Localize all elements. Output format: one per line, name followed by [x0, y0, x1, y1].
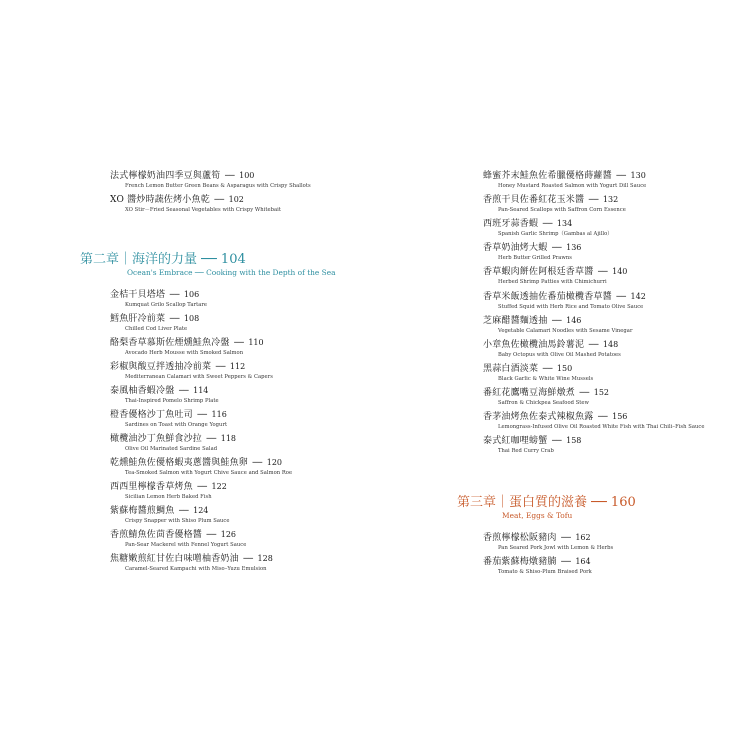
entry-page: 128 — [257, 554, 273, 563]
toc-entry[interactable] — [110, 474, 227, 501]
toc-entry[interactable] — [110, 306, 199, 333]
entry-english: Chilled Cod Liver Plate — [125, 326, 188, 332]
entry-title: 泰式紅咖哩螃蟹 — [483, 436, 548, 447]
entry-title: 香煎干貝佐番紅花玉米醬 — [483, 195, 585, 206]
toc-entry[interactable] — [483, 380, 609, 407]
entry-title: 香煎鯖魚佐茴香優格醬 — [110, 530, 203, 540]
entry-english: Thai-Inspired Pomelo Shrimp Plate — [125, 398, 219, 404]
leader-dash: ── — [240, 554, 256, 563]
entry-page: 134 — [556, 219, 573, 229]
entry-page: 122 — [211, 482, 227, 491]
leader-dash: ── — [204, 434, 219, 443]
toc-entry[interactable] — [110, 282, 207, 309]
entry-page: 136 — [566, 243, 582, 253]
leader-dash: ── — [540, 219, 555, 229]
entry-title: 番紅花鷹嘴豆海鮮燉煮 — [483, 387, 576, 398]
toc-entry[interactable] — [483, 235, 581, 262]
toc-entry[interactable] — [110, 330, 264, 357]
entry-page: 116 — [211, 410, 227, 419]
toc-entry[interactable]: 法式檸檬奶油四季豆與蘆筍 ── 100 French Lemon Butter Green Beans & Asparagus with Crispy Shallots — [110, 171, 311, 189]
leader-dash: ── — [586, 195, 601, 205]
leader-dash: ── — [613, 291, 629, 301]
entry-page: 164 — [575, 557, 591, 566]
toc-entry[interactable] — [483, 525, 613, 552]
leader-dash: ── — [167, 314, 182, 323]
entry-english: Kumquat Grilo Scallop Tartare — [125, 302, 207, 308]
leader-dash: ── — [549, 436, 565, 446]
entry-title: 香茅油烤魚佐泰式辣椒魚露 — [483, 412, 594, 422]
entry-english: French Lemon Butter Green Beans & Asparagus with Crispy Shallots — [125, 183, 311, 189]
leader-dash: ── — [213, 362, 228, 371]
toc-entry[interactable] — [483, 549, 592, 576]
toc-entry[interactable] — [110, 426, 236, 453]
entry-title: 鱈魚肝冷前菜 — [110, 314, 166, 324]
leader-dash: ── — [194, 482, 210, 491]
entry-page: 124 — [193, 506, 209, 515]
chapter-heading[interactable] — [457, 491, 636, 521]
entry-title: 紫蘇梅醬煎鯛魚 — [110, 506, 175, 516]
toc-entry[interactable] — [110, 498, 229, 525]
toc-entry[interactable] — [110, 402, 227, 429]
entry-english: Herb Butter Grilled Prawns — [498, 255, 573, 262]
entry-page: 156 — [612, 412, 628, 421]
entry-title: 黑蒜白酒淡菜 — [483, 363, 539, 374]
entry-english: Crispy Snapper with Shiso Plum Sauce — [125, 518, 230, 524]
toc-entry[interactable] — [483, 211, 613, 238]
entry-page: 132 — [602, 195, 619, 205]
entry-english: Baby Octopus with Olive Oil Mashed Potatoes — [498, 351, 621, 358]
entry-title: 焦糖嫩煎紅甘佐白味噌柚香奶油 — [110, 554, 239, 564]
entry-english: Saffron & Chickpea Seafood Stew — [498, 399, 590, 406]
entry-title: 酪梨香草慕斯佐煙燻鮭魚冷盤 — [110, 338, 230, 348]
entry-english: Tomato & Shiso-Plum Braised Pork — [498, 569, 592, 575]
entry-english: Stuffed Squid with Herb Rice and Tomato Olive Sauce — [498, 303, 644, 310]
leader-dash: ── — [540, 363, 555, 373]
entry-title: 乾燻鮭魚佐優格蝦夷蔥醬與鮭魚卵 — [110, 458, 249, 468]
toc-entry[interactable] — [483, 332, 621, 359]
toc-entry[interactable] — [483, 284, 646, 311]
entry-english: Sardines on Toast with Orange Yogurt — [125, 422, 228, 428]
toc-entry[interactable] — [110, 354, 273, 381]
toc-entry[interactable] — [483, 356, 593, 383]
leader-dash: ── — [167, 290, 182, 299]
entry-english: Pan-Sear Mackerel with Fennel Yogurt Sauce — [125, 542, 247, 548]
entry-title: 西班牙蒜香蝦 — [483, 219, 539, 230]
entry-title: 蜂蜜芥末鮭魚佐希臘優格蒔蘿醬 — [483, 171, 612, 181]
toc-entry[interactable]: XO 醬炒時蔬佐烤小魚乾 ── 102 XO Stir－Fried Seasonal Vegetables with Crispy Whitebait — [110, 195, 281, 213]
toc-entry[interactable] — [110, 450, 292, 477]
entry-english: XO Stir－Fried Seasonal Vegetables with Crispy Whitebait — [125, 207, 281, 213]
entry-english: Thai Red Curry Crab — [498, 448, 554, 455]
entry-title: XO 醬炒時蔬佐烤小魚乾 — [110, 195, 210, 205]
toc-entry[interactable] — [483, 259, 627, 286]
toc-entry[interactable] — [483, 428, 581, 455]
entry-english: Caramel-Seared Kampachi with Miso–Yuzu Emulsion — [125, 566, 267, 572]
entry-english: Mediterranean Calamari with Sweet Peppers & Capers — [125, 374, 273, 380]
entry-title: 香草蝦肉餅佐阿根廷香草醬 — [483, 267, 594, 278]
leader-dash: ── — [558, 533, 574, 542]
toc-entry[interactable] — [483, 308, 632, 335]
entry-title: 泰風柚香蝦冷盤 — [110, 386, 175, 396]
entry-page: 158 — [566, 436, 582, 446]
toc-entry[interactable] — [483, 187, 626, 214]
entry-english: Olive Oil Marinated Sardine Salad — [125, 446, 218, 452]
toc-entry[interactable] — [483, 404, 704, 431]
leader-dash: ── — [176, 506, 192, 515]
leader-dash: ── — [586, 339, 601, 349]
entry-title: 香草米飯透抽佐番茄橄欖香草醬 — [483, 291, 612, 302]
entry-english: Herbed Shrimp Patties with Chimichurri — [498, 279, 607, 286]
entry-title: 西西里檸檬香草烤魚 — [110, 482, 193, 492]
leader-dash: ── — [250, 458, 265, 467]
toc-entry[interactable] — [483, 163, 646, 190]
entry-page: 162 — [575, 533, 591, 542]
entry-english: Tea-Smoked Salmon with Yogurt Chive Sauce and Salmon Roe — [125, 470, 293, 476]
entry-english: Honey Mustard Roasted Salmon with Yogurt Dill Sauce — [498, 183, 647, 189]
entry-page: 100 — [239, 171, 255, 180]
chapter-heading[interactable] — [80, 248, 336, 278]
leader-dash: ── — [176, 386, 192, 395]
entry-english: Vegetable Calamari Noodles with Sesame Vinegar — [498, 327, 633, 334]
leader-dash: ── — [577, 387, 592, 397]
chapter-subtitle: Ocean's Embrace ── Cooking with the Depth of the Sea — [127, 268, 336, 277]
leader-dash: ── — [595, 412, 611, 421]
entry-english: Spanish Garlic Shrimp（Gambas al Ajillo） — [498, 231, 613, 238]
chapter-subtitle: Meat, Eggs & Tofu — [502, 511, 573, 520]
entry-page: 108 — [183, 314, 200, 323]
entry-title: 金桔干貝塔塔 — [110, 290, 166, 300]
leader-dash: ── — [558, 557, 574, 566]
entry-page: 140 — [612, 267, 628, 277]
toc-entry[interactable] — [110, 378, 219, 405]
entry-title: 小章魚佐橄欖油馬鈴薯泥 — [483, 339, 585, 350]
leader-dash: ── — [549, 315, 565, 325]
leader-dash: ── — [204, 530, 219, 539]
entry-english: Pan Seared Pork Jowl with Lemon & Herbs — [498, 545, 614, 551]
entry-english: Lemongrass-Infused Olive Oil Roasted White Fish with Thai Chili–Fish Sauce — [498, 424, 705, 430]
entry-page: 148 — [602, 339, 619, 349]
entry-page: 152 — [593, 387, 610, 397]
entry-page: 102 — [228, 195, 244, 204]
toc-entry[interactable] — [110, 546, 273, 573]
entry-english: Black Garlic & White Wine Mussels — [498, 375, 594, 382]
entry-page: 110 — [248, 338, 264, 347]
entry-title: 香煎檸檬松阪豬肉 — [483, 533, 557, 543]
chapter-title: 第三章｜蛋白質的滋養 ── 160 — [457, 495, 636, 510]
entry-page: 130 — [630, 171, 646, 180]
entry-english: Avocado Herb Mousse with Smoked Salmon — [125, 350, 244, 356]
leader-dash: ── — [613, 171, 629, 180]
entry-page: 114 — [193, 386, 209, 395]
entry-english: Sicilian Lemon Herb Baked Fish — [125, 494, 212, 500]
entry-page: 118 — [220, 434, 237, 443]
entry-page: 112 — [229, 362, 246, 371]
entry-page: 150 — [556, 363, 573, 373]
chapter-title: 第二章｜海洋的力量 ── 104 — [80, 252, 246, 267]
entry-title: 香草奶油烤大蝦 — [483, 243, 548, 254]
toc-entry[interactable] — [110, 522, 246, 549]
entry-title: 法式檸檬奶油四季豆與蘆筍 — [110, 171, 221, 181]
entry-english: Pan-Seared Scallops with Saffron Corn Essence — [498, 207, 626, 214]
entry-page: 146 — [566, 315, 582, 325]
leader-dash: ── — [595, 267, 611, 277]
entry-page: 106 — [183, 290, 200, 299]
entry-title: 芝麻醋醬麵透抽 — [483, 315, 548, 326]
entry-page: 120 — [266, 458, 283, 467]
leader-dash: ── — [194, 410, 210, 419]
entry-page: 142 — [630, 291, 646, 301]
leader-dash: ── — [549, 243, 565, 253]
leader-dash: ── — [231, 338, 247, 347]
entry-title: 番茄紫蘇梅燉豬腩 — [483, 557, 557, 567]
entry-page: 126 — [220, 530, 237, 539]
entry-title: 橙香優格沙丁魚吐司 — [110, 410, 193, 420]
entry-title: 橄欖油沙丁魚鮮食沙拉 — [110, 434, 203, 444]
entry-title: 彩椒與酸豆拌透抽冷前菜 — [110, 362, 212, 372]
